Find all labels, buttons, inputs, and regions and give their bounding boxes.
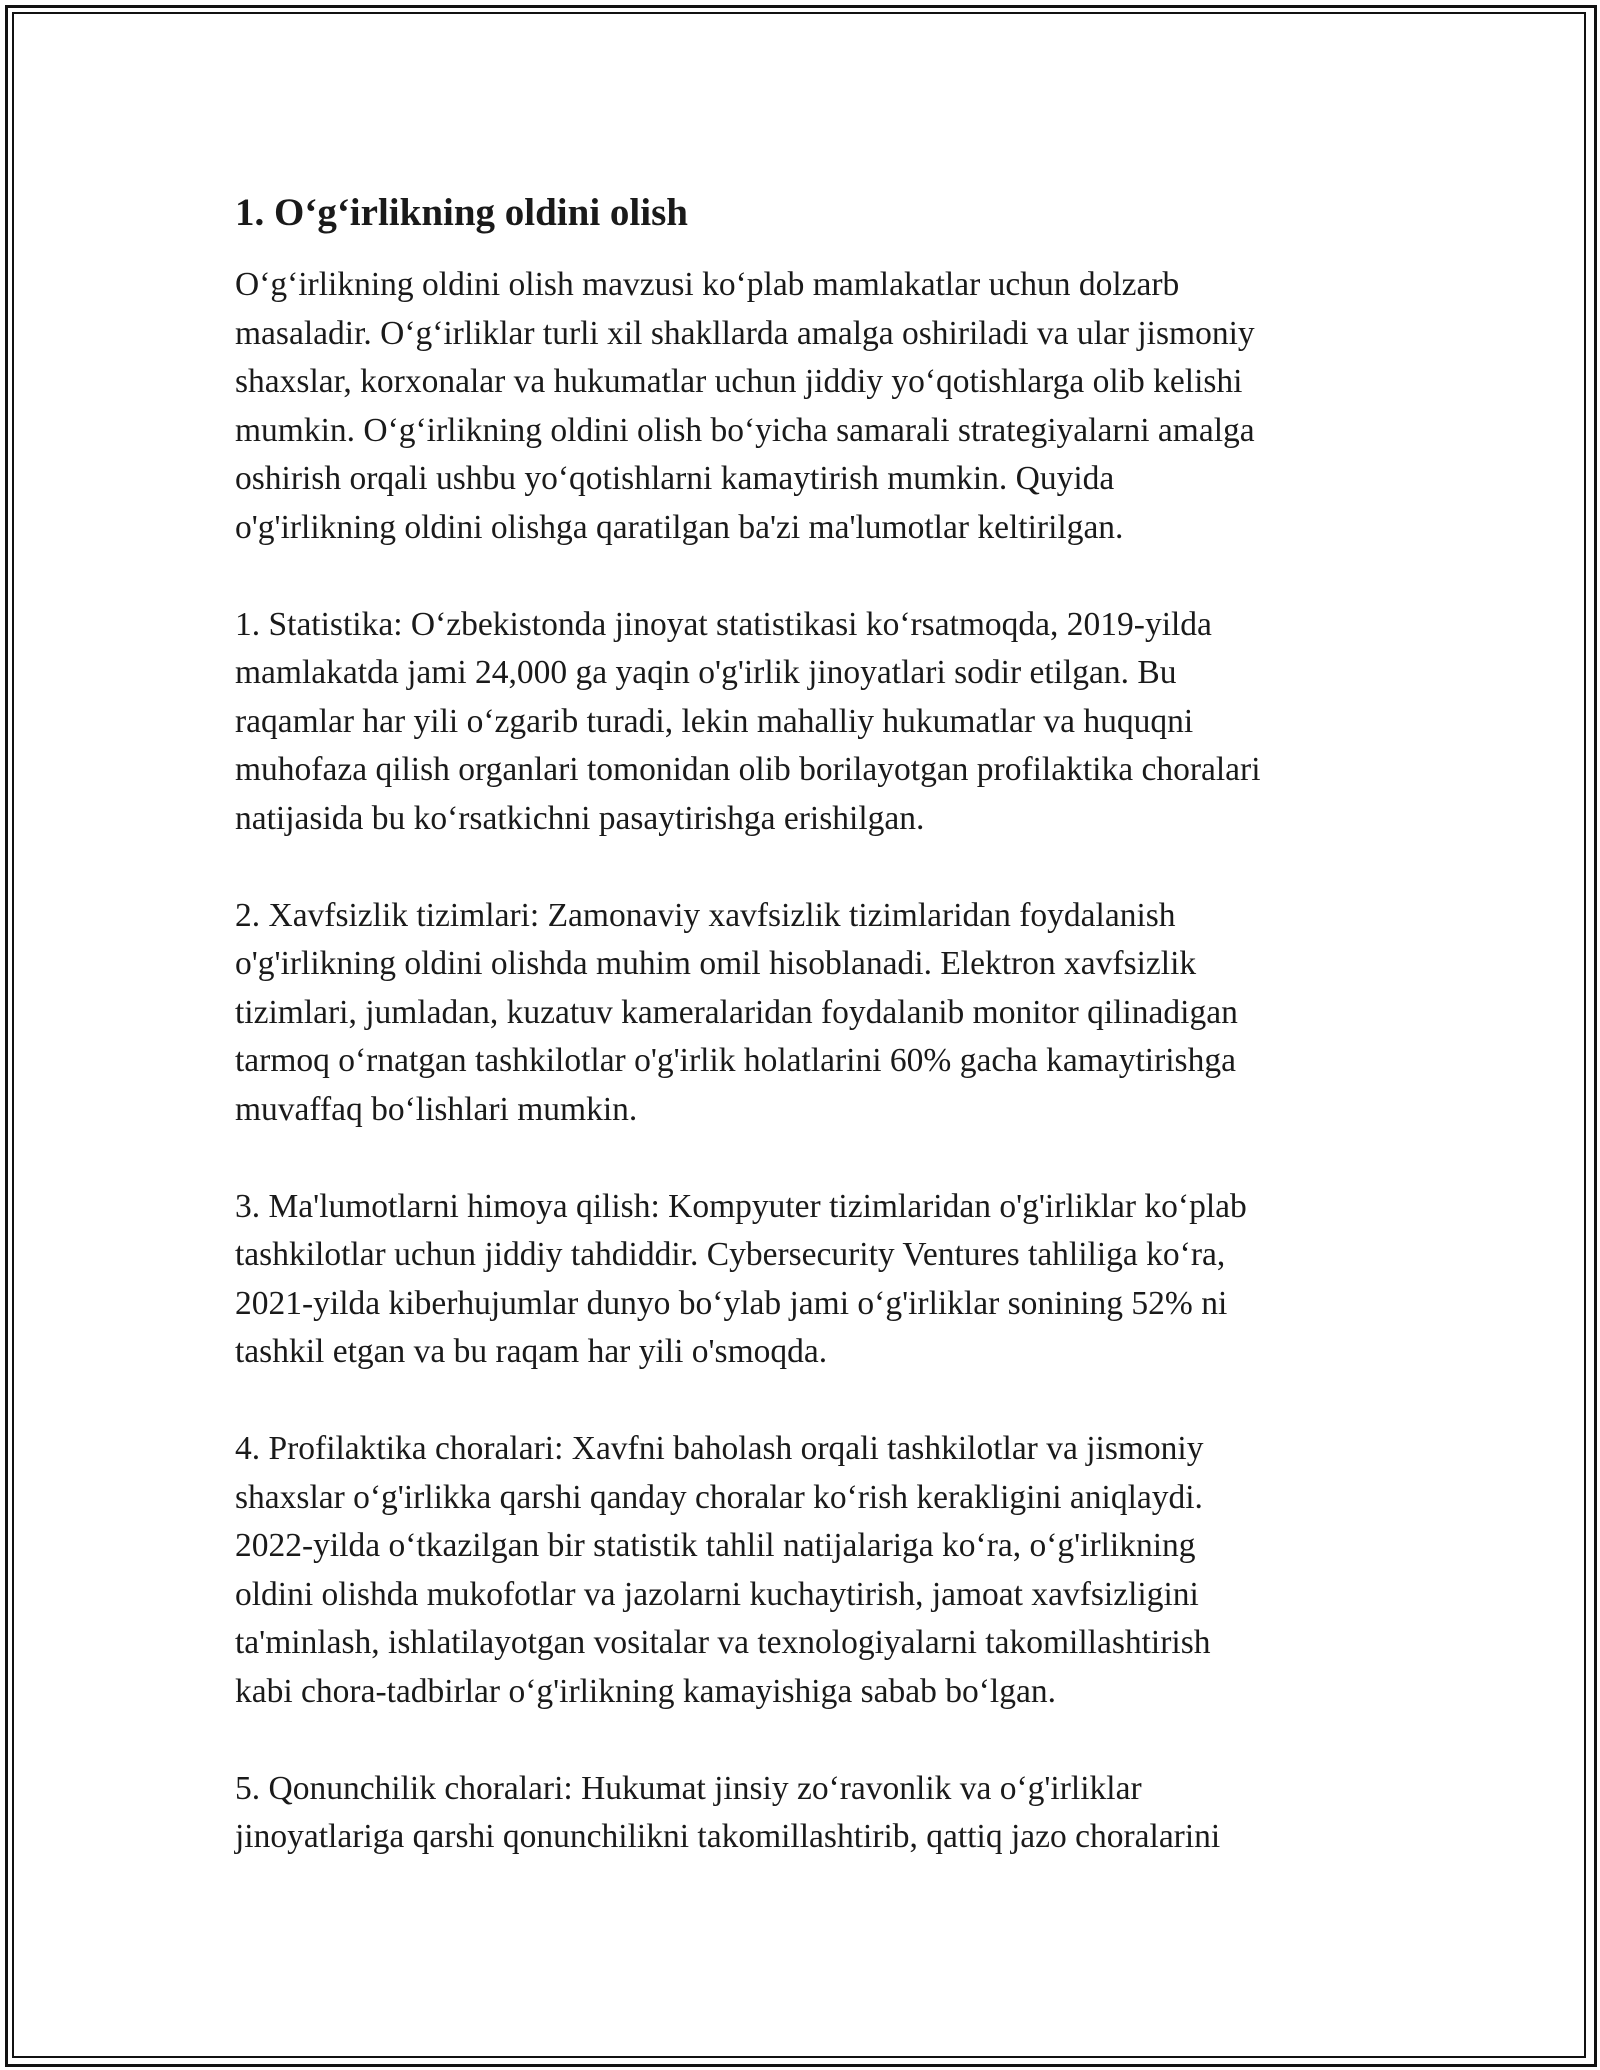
paragraph-statistics: 1. Statistika: O‘zbekistonda jinoyat statistikasi ko‘rsatmoqda, 2019-yilda mamlakatda jami 24,000 ga yaqin o'g'irlik jinoyatlari sodir etilgan. Bu raqamlar har yili o‘zgarib turadi, lekin mahalliy hukumatlar va huquqni muhofaza qilish organlari tomonidan olib borilayotgan profilaktika choralari natijasida bu ko‘rsatkichni pasaytirishga erishilgan. <box>235 605 1261 837</box>
section-heading: 1. O‘g‘irlikning oldini olish <box>235 191 688 234</box>
intro-paragraph: O‘g‘irlikning oldini olish mavzusi ko‘plab mamlakatlar uchun dolzarb masaladir. O‘g‘irliklar turli xil shakllarda amalga oshiriladi va ular jismoniy shaxslar, korxonalar va hukumatlar uchun jiddiy yo‘qotishlarga olib kelishi mumkin. O‘g‘irlikning oldini olish bo‘yicha samarali strategiyalarni amalga oshirish orqali ushbu yo‘qotishlarni kamaytirish mumkin. Quyida o'g'irlikning oldini olishga qaratilgan ba'zi ma'lumotlar keltirilgan. <box>235 266 1255 546</box>
paragraph-security-systems: 2. Xavfsizlik tizimlari: Zamonaviy xavfsizlik tizimlaridan foydalanish o'g'irlikning oldini olishda muhim omil hisoblanadi. Elektron xavfsizlik tizimlari, jumladan, kuzatuv kameralaridan foydalanib monitor qilinadigan tarmoq o‘rnatgan tashkilotlar o'g'irlik holatlarini 60% gacha kamaytirishga muvaffaq bo‘lishlari mumkin. <box>235 896 1238 1128</box>
paragraph-prevention-measures: 4. Profilaktika choralari: Xavfni baholash orqali tashkilotlar va jismoniy shaxslar o‘g'irlikka qarshi qanday choralar ko‘rish kerakligini aniqlaydi. 2022-yilda o‘tkazilgan bir statistik tahlil natijalariga ko‘ra, o‘g'irlikning oldini olishda mukofotlar va jazolarni kuchaytirish, jamoat xavfsizligini ta'minlash, ishlatilayotgan vositalar va texnologiyalarni takomillashtirish kabi chora-tadbirlar o‘g'irlikning kamayishiga sabab bo‘lgan. <box>235 1430 1211 1710</box>
paragraph-legislative-measures: 5. Qonunchilik choralari: Hukumat jinsiy zo‘ravonlik va o‘g'irliklar jinoyatlariga qarshi qonunchilikni takomillashtirib, qattiq jazo choralarini <box>235 1769 1221 1855</box>
paragraph-data-protection: 3. Ma'lumotlarni himoya qilish: Kompyuter tizimlaridan o'g'irliklar ko‘plab tashkilotlar uchun jiddiy tahdiddir. Cybersecurity Ventures tahliliga ko‘ra, 2021-yilda kiberhujumlar dunyo bo‘ylab jami o‘g'irliklar sonining 52% ni tashkil etgan va bu raqam har yili o'smoqda. <box>235 1187 1247 1370</box>
document-body <box>235 185 1375 1910</box>
